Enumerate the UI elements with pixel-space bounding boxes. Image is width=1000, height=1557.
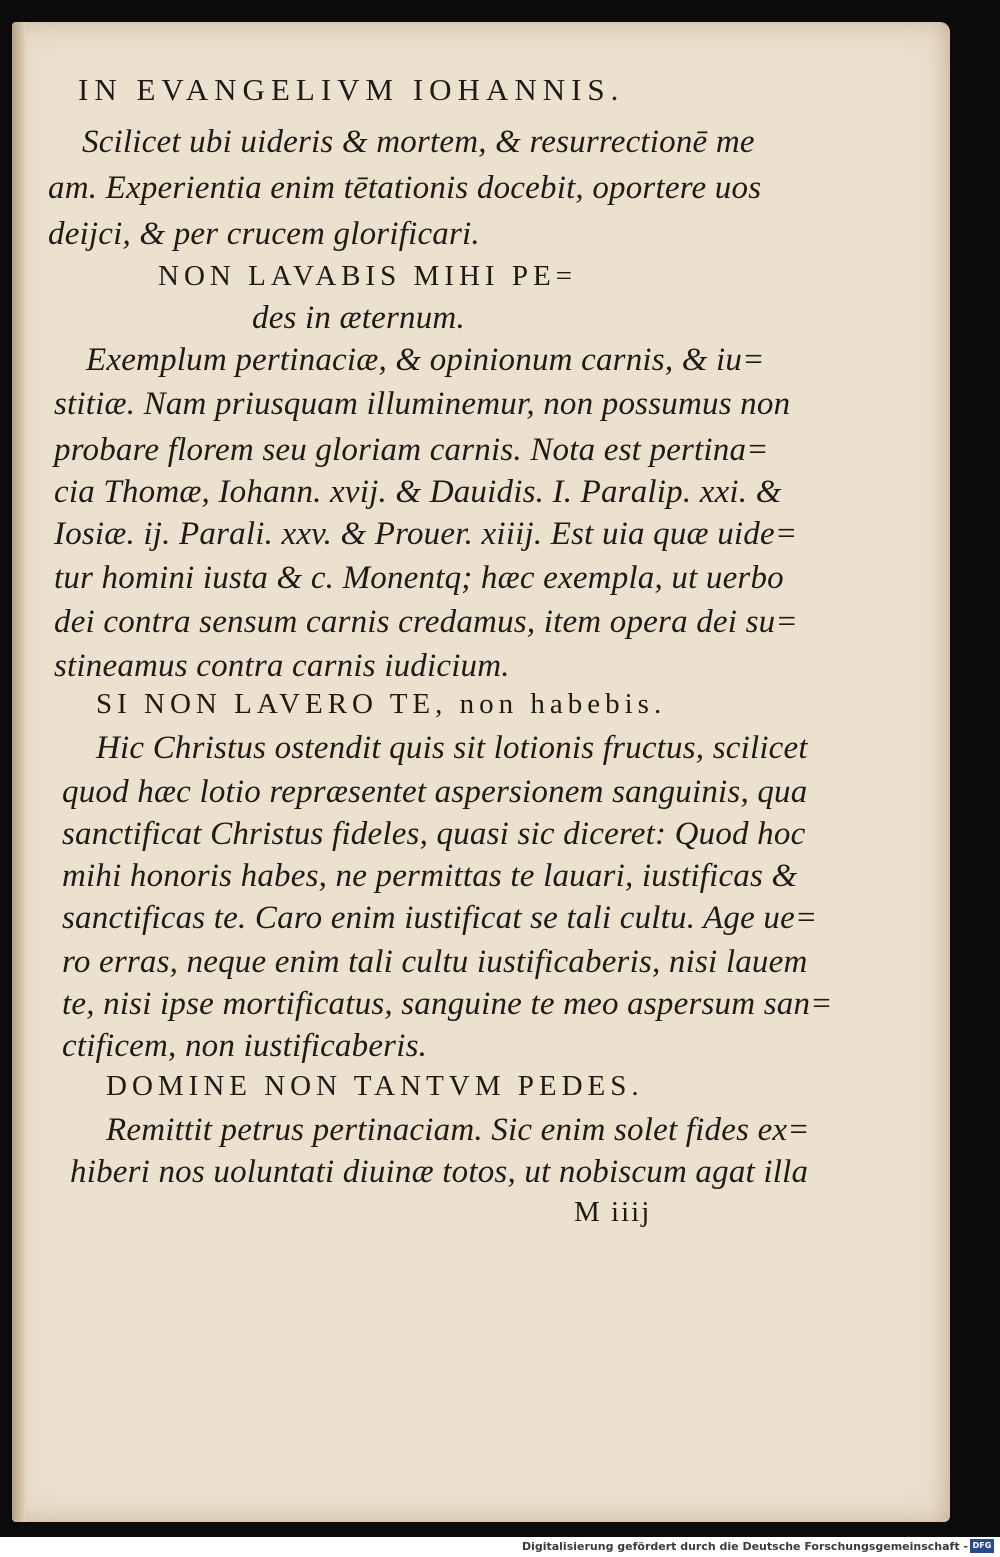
signature-mark: M iiij	[574, 1196, 652, 1228]
text-line: ro erras, neque enim tali cultu iustificaberis, nisi lauem	[62, 944, 808, 980]
text-line: te, nisi ipse mortificatus, sanguine te meo aspersum san=	[62, 986, 833, 1022]
text-line: des in æternum.	[252, 300, 465, 336]
text-line: deijci, & per crucem glorificari.	[48, 216, 480, 252]
text-line: stineamus contra carnis iudicium.	[54, 648, 510, 684]
section-heading: NON LAVABIS MIHI PE=	[158, 260, 578, 292]
text-line: ctificem, non iustificaberis.	[62, 1028, 428, 1064]
text-line: mihi honoris habes, ne permittas te lauari, iustificas &	[62, 858, 798, 894]
text-line: sanctificat Christus fideles, quasi sic diceret: Quod hoc	[62, 816, 806, 852]
text-line: hiberi nos uoluntati diuinæ totos, ut nobiscum agat illa	[70, 1154, 809, 1190]
text-line: quod hæc lotio repræsentet aspersionem sanguinis, qua	[62, 774, 808, 810]
text-line: probare florem seu gloriam carnis. Nota est pertina=	[54, 432, 769, 468]
dfg-logo: DFG	[970, 1539, 994, 1553]
funding-credit: Digitalisierung gefördert durch die Deutsche Forschungsgemeinschaft -	[521, 1540, 968, 1553]
text-line: dei contra sensum carnis credamus, item opera dei su=	[54, 604, 798, 640]
text-line: Exemplum pertinaciæ, & opinionum carnis, & iu=	[86, 342, 765, 378]
text-line: stitiæ. Nam priusquam illuminemur, non possumus non	[54, 386, 791, 422]
section-heading: SI NON LAVERO TE, non habebis.	[96, 688, 667, 720]
text-line: cia Thomæ, Iohann. xvij. & Dauidis. I. Paralip. xxi. &	[54, 474, 782, 510]
text-line: am. Experientia enim tētationis docebit, oportere uos	[48, 170, 762, 206]
text-line: Iosiæ. ij. Parali. xxv. & Prouer. xiiij. Est uia quæ uide=	[54, 516, 798, 552]
section-heading: DOMINE NON TANTVM PEDES.	[106, 1070, 644, 1102]
running-head: IN EVANGELIVM IOHANNIS.	[78, 72, 625, 107]
text-line: Hic Christus ostendit quis sit lotionis fructus, scilicet	[96, 730, 808, 766]
text-line: tur homini iusta & c. Monentq; hæc exempla, ut uerbo	[54, 560, 784, 596]
text-line: Remittit petrus pertinaciam. Sic enim solet fides ex=	[106, 1112, 810, 1148]
text-line: Scilicet ubi uideris & mortem, & resurrectionē me	[82, 124, 755, 160]
text-line: sanctificas te. Caro enim iustificat se tali cultu. Age ue=	[62, 900, 818, 936]
